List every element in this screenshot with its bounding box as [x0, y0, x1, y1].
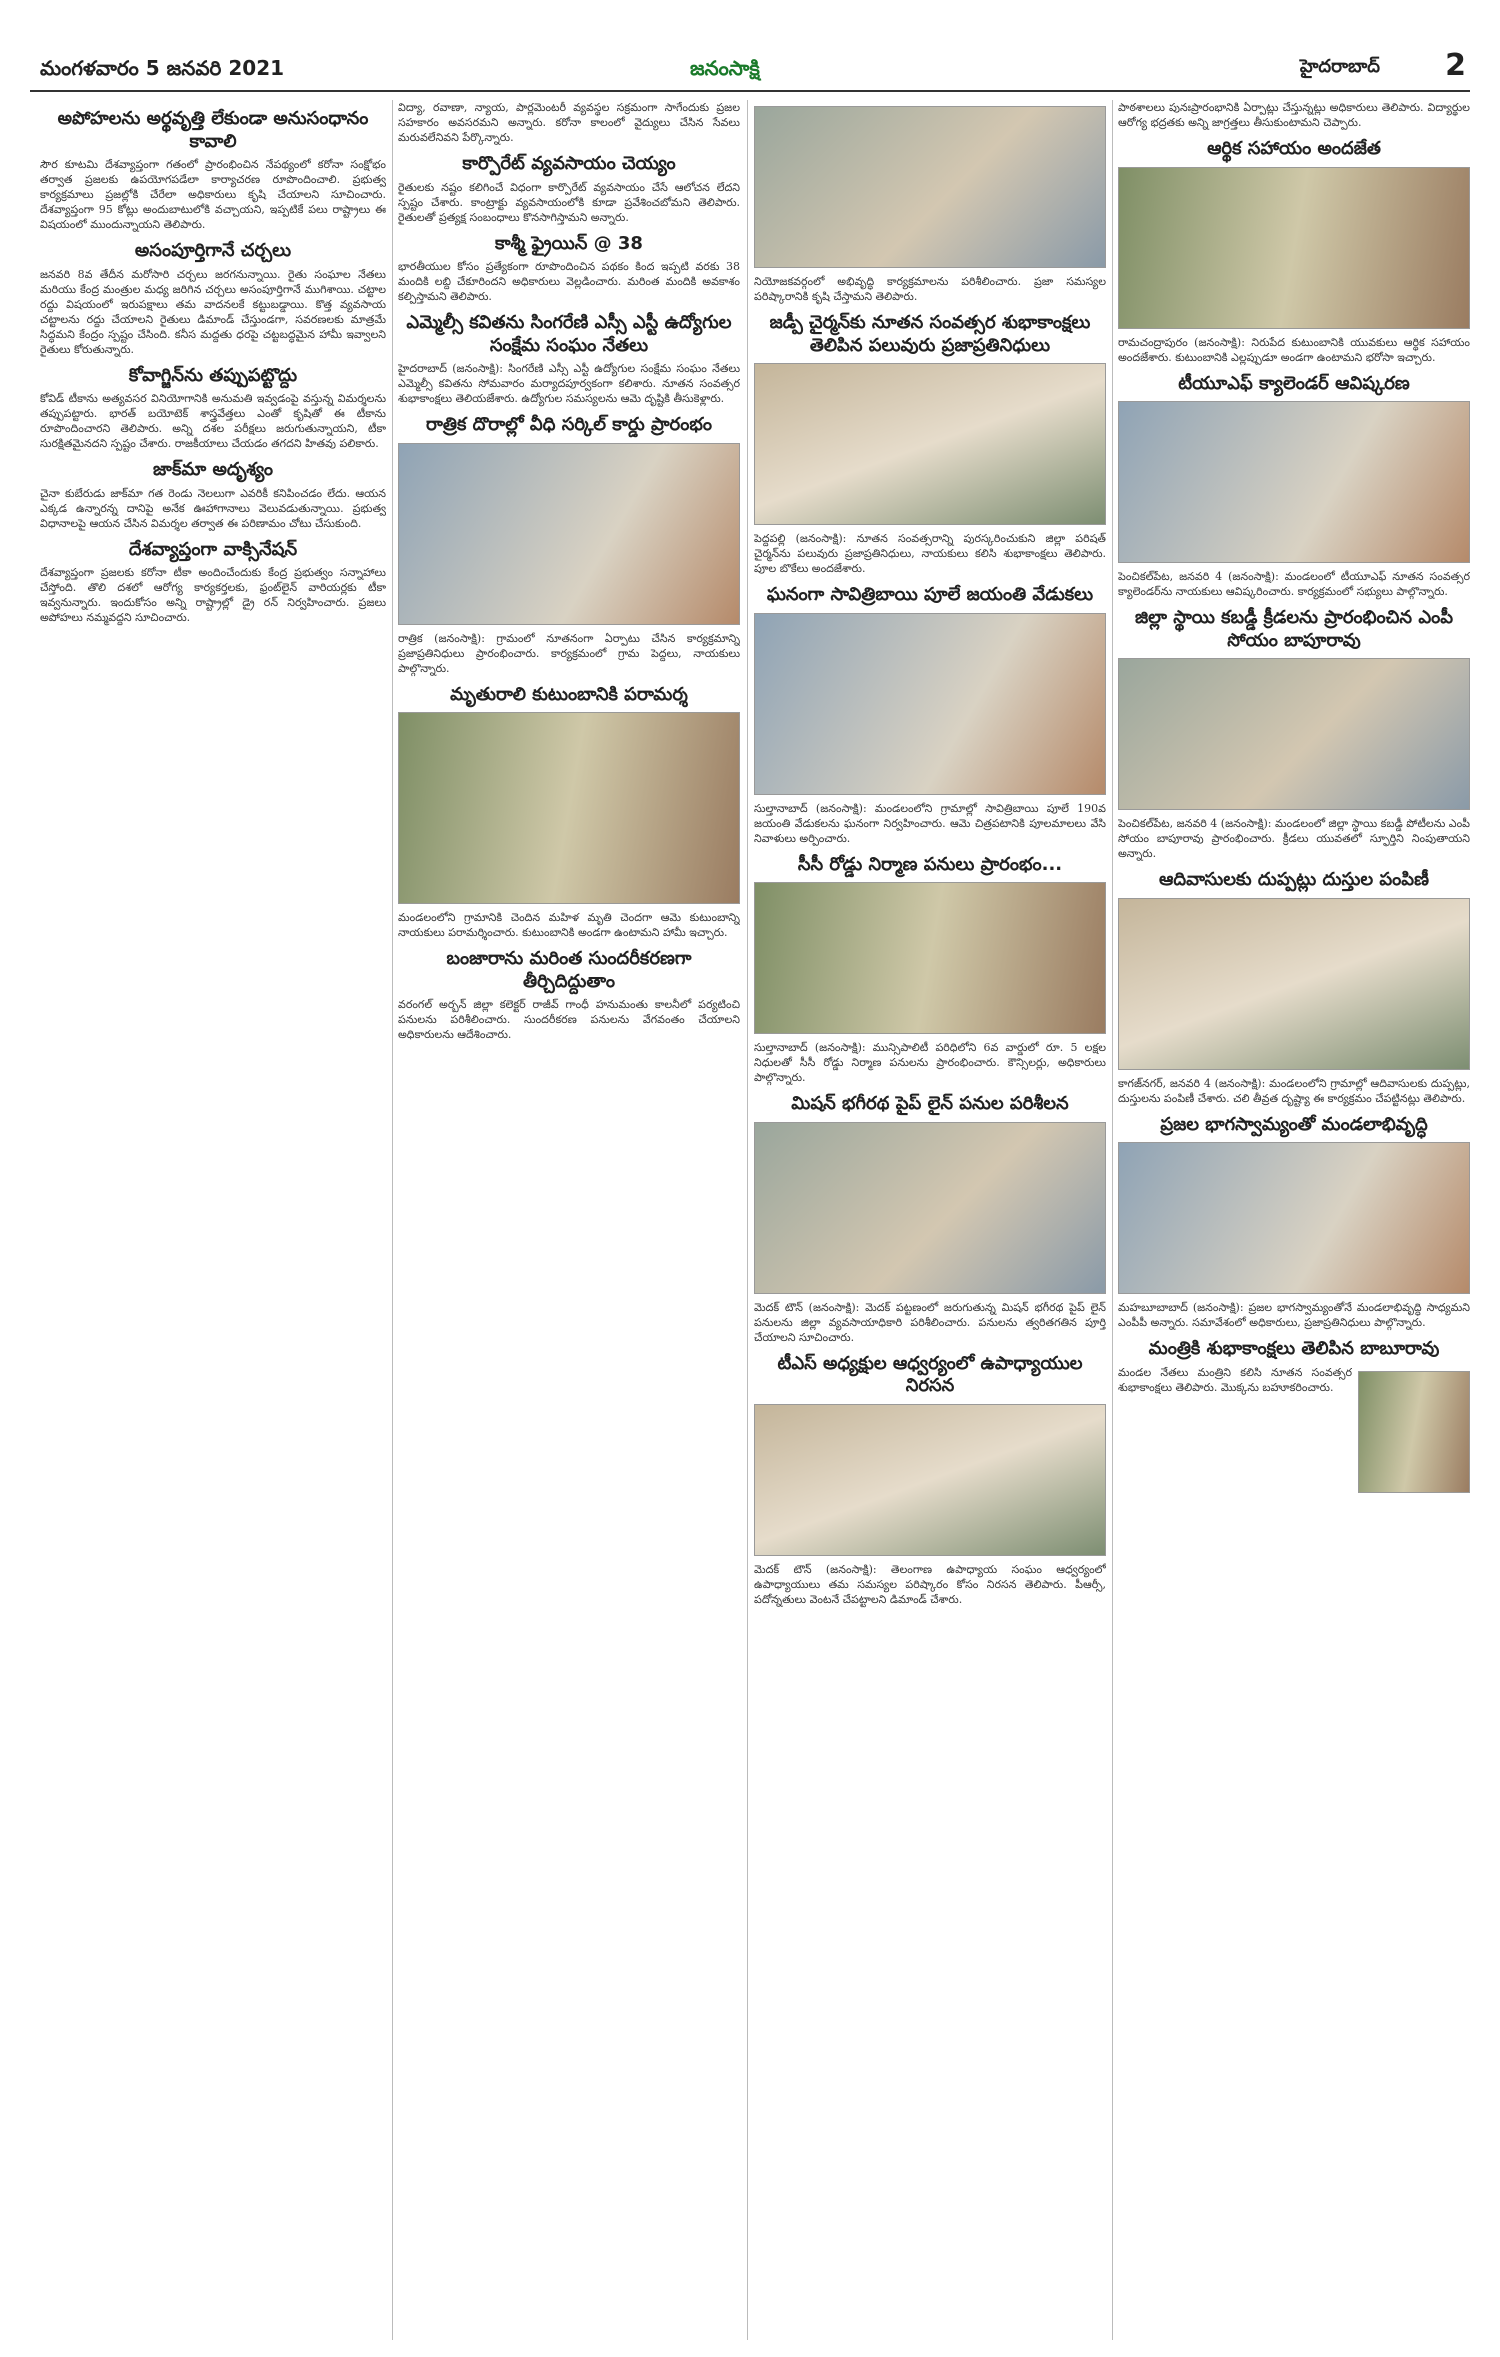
article-text: సౌర కూటమి దేశవ్యాప్తంగా గతంలో ప్రారంభించిన నేపథ్యంలో కరోనా సంక్షోభం తర్వాత ప్రజలకు ఉపయోగపడేలా కార్యాచరణ రూపొందించాలి. ప్రభుత్వ కార్యక్రమాలు ప్రజల్లోకి చేరేలా అధికారులు కృషి చేయాలని సూచించారు. దేశవ్యాప్తంగా 95 కోట్లు అందుబాటులోకి వచ్చాయని, ఇప్పటికే పలు రాష్ట్రాలు ఈ విషయంలో ముందున్నాయని తెలిపారు.: [40, 158, 386, 231]
headline-c2-6: బంజారాను మరింత సుందరీకరణగా తీర్చిదిద్దుతాం: [446, 948, 692, 992]
article-text: రామచంద్రాపురం (జనంసాక్షి): నిరుపేద కుటుంబానికి యువకులు ఆర్థిక సహాయం అందజేశారు. కుటుంబానికి ఎల్లప్పుడూ అండగా ఉంటామని భరోసా ఇచ్చారు.: [1118, 335, 1470, 364]
column-divider: [392, 100, 393, 2340]
headline-c3-2: ఘనంగా సావిత్రిబాయి పూలే జయంతి వేడుకలు: [766, 584, 1094, 605]
article-text: సుల్తానాబాద్ (జనంసాక్షి): మున్సిపాలిటీ పరిధిలోని 6వ వార్డులో రూ. 5 లక్షల నిధులతో సీసీ రోడ్డు నిర్మాణ పనులను ప్రారంభించారు. కౌన్సిలర్లు, అధికారులు పాల్గొన్నారు.: [754, 1041, 1106, 1084]
article-text: పాఠశాలలు పునఃప్రారంభానికి ఏర్పాట్లు చేస్తున్నట్లు అధికారులు తెలిపారు. విద్యార్థుల ఆరోగ్య భద్రతకు అన్ని జాగ్రత్తలు తీసుకుంటామని చెప్పారు.: [1118, 101, 1470, 129]
news-photo: [1358, 1371, 1470, 1493]
article-text: మహబూబాబాద్ (జనంసాక్షి): ప్రజల భాగస్వామ్యంతోనే మండలాభివృద్ధి సాధ్యమని ఎంపీపీ అన్నారు. సమావేశంలో అధికారులు, ప్రజాప్రతినిధులు పాల్గొన్నారు.: [1118, 1301, 1470, 1329]
headline-c4-4: ఆదివాసులకు దుప్పట్లు దుస్తుల పంపిణీ: [1159, 869, 1429, 890]
masthead-rule: [30, 90, 1470, 92]
article-text: వరంగల్ అర్బన్ జిల్లా కలెక్టర్ రాజీవ్ గాంధీ హనుమంతు కాలనీలో పర్యటించి పనులను పరిశీలించారు. సుందరీకరణ పనులను వేగవంతం చేయాలని అధికారులను ఆదేశించారు.: [398, 998, 740, 1041]
headline-c2-4: రాత్రిక దొరాల్లో వీధి సర్కిల్ కార్డు ప్రారంభం: [426, 414, 712, 435]
column-1: [40, 100, 386, 2340]
news-photo: [754, 882, 1106, 1034]
column-divider: [747, 100, 748, 2340]
article-text: చైనా కుబేరుడు జాక్‌మా గత రెండు నెలలుగా ఎవరికీ కనిపించడం లేదు. ఆయన ఎక్కడ ఉన్నారన్న దానిపై అనేక ఊహాగానాలు వెలువడుతున్నాయి. ప్రభుత్వ విధానాలపై ఆయన చేసిన విమర్శల తర్వాత ఈ పరిణామం చోటు చేసుకుంది.: [40, 486, 386, 530]
article-text: రైతులకు నష్టం కలిగించే విధంగా కార్పొరేట్ వ్యవసాయం చేసే ఆలోచన లేదని స్పష్టం చేశారు. కాంట్రాక్టు వ్యవసాయంలోకి కూడా ప్రవేశించబోమని తెలిపారు. రైతులతో ప్రత్యక్ష సంబంధాలు కొనసాగిస్తామని అన్నారు.: [398, 180, 740, 224]
news-photo: [754, 1122, 1106, 1294]
headline-c4-5: ప్రజల భాగస్వామ్యంతో మండలాభివృద్ధి: [1160, 1113, 1428, 1135]
headline-c1-1: అపోహలను అర్థవృత్తి లేకుండా అనుసంధానం కావాలి: [57, 108, 369, 152]
issue-date: మంగళవారం 5 జనవరి 2021: [40, 56, 285, 80]
news-photo: [754, 1404, 1106, 1556]
news-photo: [1118, 401, 1470, 563]
news-photo: [1118, 898, 1470, 1070]
article-text: జనవరి 8వ తేదీన మరోసారి చర్చలు జరగనున్నాయి. రైతు సంఘాల నేతలు మరియు కేంద్ర మంత్రుల మధ్య జరిగిన చర్చలు అసంపూర్తిగానే ముగిశాయి. చట్టాల రద్దు విషయంలో ఇరుపక్షాలు తమ వాదనలకే కట్టుబడ్డాయి. కొత్త వ్యవసాయ చట్టాలను రద్దు చేయాలని రైతులు డిమాండ్ చేస్తుండగా, సవరణలకు మాత్రమే సిద్ధమని కేంద్రం స్పష్టం చేసింది. కనీస మద్దతు ధరపై చట్టబద్ధమైన హామీ ఇవ్వాలని రైతులు కోరుతున్నారు.: [40, 267, 386, 356]
article-text: పెంచికల్‌పేట, జనవరి 4 (జనంసాక్షి): మండలంలో జిల్లా స్థాయి కబడ్డీ పోటీలను ఎంపీ సోయం బాపూరావు ప్రారంభించారు. క్రీడలు యువతలో స్ఫూర్తిని నింపుతాయని అన్నారు.: [1118, 817, 1470, 860]
article-text: మండలంలోని గ్రామానికి చెందిన మహిళ మృతి చెందగా ఆమె కుటుంబాన్ని నాయకులు పరామర్శించారు. కుటుంబానికి అండగా ఉంటామని హామీ ఇచ్చారు.: [398, 911, 740, 939]
article-text: మండల నేతలు మంత్రిని కలిసి నూతన సంవత్సర శుభాకాంక్షలు తెలిపారు. మొక్కను బహూకరించారు.: [1118, 1365, 1352, 1394]
news-photo: [754, 106, 1106, 268]
newspaper-logo: జనంసాక్షి: [690, 56, 760, 80]
headline-c2-3: ఎమ్మెల్సీ కవితను సింగరేణి ఎస్సీ ఎస్టీ ఉద్యోగుల సంక్షేమ సంఘం నేతలు: [406, 312, 732, 356]
page-number: 2: [1445, 48, 1466, 83]
news-photo: [1118, 1142, 1470, 1294]
article-text: మెదక్ టౌన్ (జనంసాక్షి): మెదక్ పట్టణంలో జరుగుతున్న మిషన్ భగీరథ పైప్ లైన్ పనులను జిల్లా వ్యవసాయాధికారి పరిశీలించారు. పనులను త్వరితగతిన పూర్తి చేయాలని సూచించారు.: [754, 1300, 1106, 1344]
article-text: మెదక్ టౌన్ (జనంసాక్షి): తెలంగాణ ఉపాధ్యాయ సంఘం ఆధ్వర్యంలో ఉపాధ్యాయులు తమ సమస్యల పరిష్కారం కోసం నిరసన తెలిపారు. పీఆర్సీ, పదోన్నతులు వెంటనే చేపట్టాలని డిమాండ్ చేశారు.: [754, 1562, 1106, 1606]
headline-c3-5: టీఎస్ అధ్యక్షుల ఆధ్వర్యంలో ఉపాధ్యాయుల నిరసన: [777, 1352, 1083, 1396]
headline-c2-5: మృతురాలి కుటుంబానికి పరామర్శ: [450, 683, 688, 705]
headline-c2-2: కాశ్మీ ఫ్రైయిన్ @ 38: [495, 232, 643, 254]
headline-c4-6: మంత్రికి శుభాకాంక్షలు తెలిపిన బాబూరావు: [1148, 1338, 1440, 1359]
headline-c2-1: కార్పొరేట్ వ్యవసాయం చెయ్యం: [462, 153, 676, 174]
article-text: కోవిడ్ టీకాను అత్యవసర వినియోగానికి అనుమతి ఇవ్వడంపై వస్తున్న విమర్శలను తప్పుపట్టారు. భారత్ బయోటెక్ శాస్త్రవేత్తలు ఎంతో కృషితో ఈ టీకాను రూపొందించారని తెలిపారు. అన్ని దశల పరీక్షలు జరుగుతున్నాయని, టీకా సురక్షితమైనదని స్పష్టం చేశారు. రాజకీయాలు చేయడం తగదని హితవు పలికారు.: [40, 392, 386, 450]
headline-c4-1: ఆర్థిక సహాయం అందజేత: [1207, 138, 1381, 159]
article-text: హైదరాబాద్ (జనంసాక్షి): సింగరేణి ఎస్సీ ఎస్టీ ఉద్యోగుల సంక్షేమ సంఘం నేతలు ఎమ్మెల్సీ కవితను సోమవారం మర్యాదపూర్వకంగా కలిశారు. నూతన సంవత్సర శుభాకాంక్షలు తెలియజేశారు. ఉద్యోగుల సమస్యలను ఆమె దృష్టికి తీసుకెళ్లారు.: [398, 362, 740, 405]
headline-c1-4: జాక్‌మా అదృశ్యం: [153, 459, 273, 480]
column-divider: [1112, 100, 1113, 2340]
article-text: సుల్తానాబాద్ (జనంసాక్షి): మండలంలోని గ్రామాల్లో సావిత్రిబాయి పూలే 190వ జయంతి వేడుకలను ఘనంగా నిర్వహించారు. ఆమె చిత్రపటానికి పూలమాలలు వేసి నివాళులు అర్పించారు.: [754, 801, 1106, 845]
article-with-photo: [1118, 1365, 1470, 1499]
news-photo: [1118, 658, 1470, 810]
article-text: దేశవ్యాప్తంగా ప్రజలకు కరోనా టీకా అందించేందుకు కేంద్ర ప్రభుత్వం సన్నాహాలు చేస్తోంది. తొలి దశలో ఆరోగ్య కార్యకర్తలకు, ఫ్రంట్‌లైన్ వారియర్లకు టీకా ఇవ్వనున్నారు. ఇందుకోసం అన్ని రాష్ట్రాల్లో డ్రై రన్ నిర్వహించారు. ప్రజలు అపోహలు నమ్మవద్దని సూచించారు.: [40, 566, 386, 624]
headline-c3-1: జడ్పీ చైర్మన్‌కు నూతన సంవత్సర శుభాకాంక్షలు తెలిపిన పలువురు ప్రజాప్రతినిధులు: [769, 312, 1091, 356]
news-photo: [1118, 167, 1470, 329]
column-2: [398, 100, 740, 2340]
column-4: [1118, 100, 1470, 2340]
news-photo: [754, 363, 1106, 525]
edition-city: హైదరాబాద్: [1299, 56, 1380, 77]
headline-c3-4: మిషన్ భగీరథ పైప్ లైన్ పనుల పరిశీలన: [791, 1093, 1069, 1114]
news-photo: [398, 712, 740, 904]
news-photo: [398, 443, 740, 625]
article-text: పెద్దపల్లి (జనంసాక్షి): నూతన సంవత్సరాన్ని పురస్కరించుకుని జిల్లా పరిషత్ చైర్మన్‌ను పలువురు ప్రజాప్రతినిధులు, నాయకులు కలిసి శుభాకాంక్షలు తెలిపారు. పూల బొకేలు అందజేశారు.: [754, 532, 1106, 575]
headline-c3-3: సీసీ రోడ్డు నిర్మాణ పనులు ప్రారంభం...: [797, 853, 1063, 875]
headline-c1-3: కోవాగ్జిన్‌ను తప్పుపట్టొద్దు: [128, 364, 298, 386]
headline-c1-5: దేశవ్యాప్తంగా వాక్సినేషన్: [128, 538, 298, 560]
headline-c4-2: టీయూఎఫ్ క్యాలెండర్ ఆవిష్కరణ: [1178, 372, 1410, 394]
headline-c4-3: జిల్లా స్థాయి కబడ్డీ క్రీడలను ప్రారంభించిన ఎంపీ సోయం బాపూరావు: [1134, 607, 1454, 651]
article-text: భారతీయుల కోసం ప్రత్యేకంగా రూపొందించిన పథకం కింద ఇప్పటి వరకు 38 మందికి లబ్ది చేకూరిందని అధికారులు వెల్లడించారు. మరింత మందికి అవకాశం కల్పిస్తామని తెలిపారు.: [398, 260, 740, 303]
article-text: విద్యా, రవాణా, న్యాయ, పార్లమెంటరీ వ్యవస్థల సక్రమంగా సాగేందుకు ప్రజల సహకారం అవసరమని అన్నారు. కరోనా కాలంలో వైద్యులు చేసిన సేవలు మరువలేనివని పేర్కొన్నారు.: [398, 101, 740, 144]
article-text: నియోజకవర్గంలో అభివృద్ధి కార్యక్రమాలను పరిశీలించారు. ప్రజా సమస్యల పరిష్కారానికి కృషి చేస్తామని తెలిపారు.: [754, 275, 1106, 303]
column-3: [754, 100, 1106, 2340]
news-photo: [754, 613, 1106, 795]
masthead: [0, 0, 1500, 96]
article-text: రాత్రిక (జనంసాక్షి): గ్రామంలో నూతనంగా ఏర్పాటు చేసిన కార్యక్రమాన్ని ప్రజాప్రతినిధులు ప్రారంభించారు. కార్యక్రమంలో గ్రామ పెద్దలు, నాయకులు పాల్గొన్నారు.: [398, 631, 740, 675]
article-text: కాగజ్‌నగర్, జనవరి 4 (జనంసాక్షి): మండలంలోని గ్రామాల్లో ఆదివాసులకు దుప్పట్లు, దుస్తులను పంపిణీ చేశారు. చలి తీవ్రత దృష్ట్యా ఈ కార్యక్రమం చేపట్టినట్లు తెలిపారు.: [1118, 1076, 1470, 1105]
headline-c1-2: అసంపూర్తిగానే చర్చలు: [134, 240, 292, 261]
article-text: పెంచికల్‌పేట, జనవరి 4 (జనంసాక్షి): మండలంలో టీయూఎఫ్ నూతన సంవత్సర క్యాలెండర్‌ను నాయకులు ఆవిష్కరించారు. కార్యక్రమంలో సభ్యులు పాల్గొన్నారు.: [1118, 570, 1470, 598]
